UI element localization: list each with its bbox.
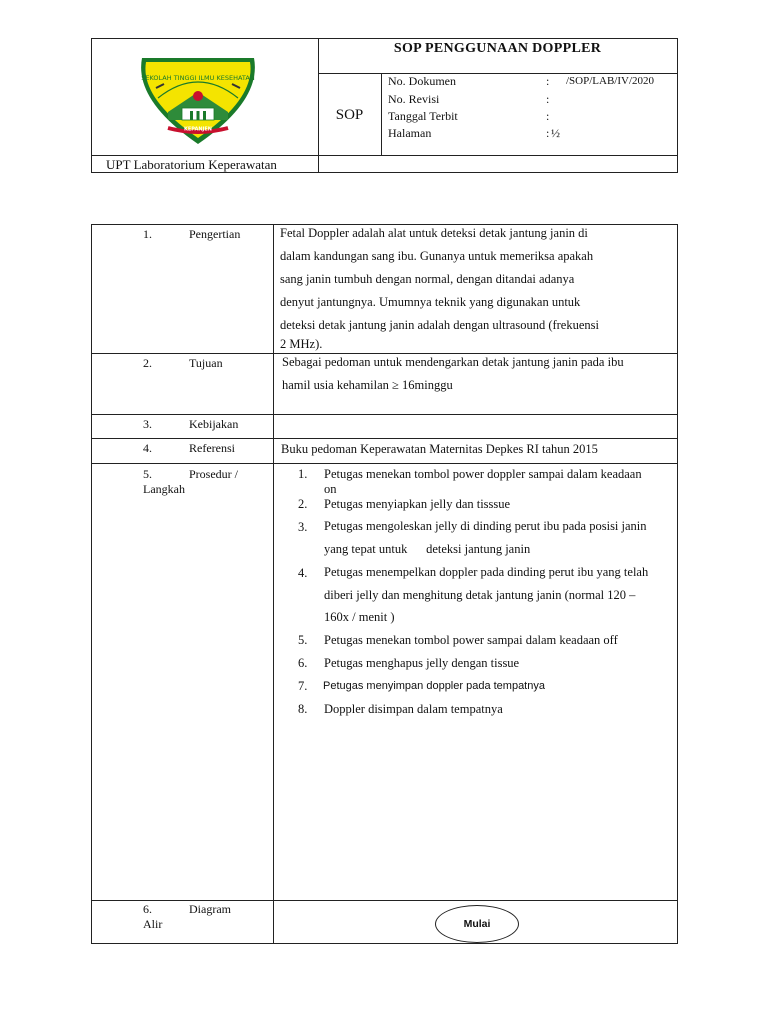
step-text: Petugas mengoleskan jelly di dinding perut ibu pada posisi janin: [324, 519, 647, 533]
step-text: diberi jelly dan menghitung detak jantung janin (normal 120 –: [324, 588, 636, 602]
section-label: Pengertian: [189, 227, 241, 241]
section-label-continued: Langkah: [143, 482, 185, 496]
pengertian-line: sang janin tumbuh dengan normal, dengan ditandai adanya: [280, 272, 575, 286]
logo-bottom-text: KEPANJEN: [183, 126, 213, 133]
step-text: Petugas menyiapkan jelly dan tisssue: [324, 497, 511, 511]
pengertian-line: Fetal Doppler adalah alat untuk deteksi detak jantung janin di: [280, 226, 588, 240]
step-number: 6.: [298, 656, 308, 670]
tujuan-line: Sebagai pedoman untuk mendengarkan detak jantung janin pada ibu: [282, 355, 624, 369]
section-number: 4.: [143, 441, 152, 455]
step-text: on: [324, 482, 337, 496]
step-text: Petugas menghapus jelly dengan tissue: [324, 656, 520, 670]
step-text: Petugas menekan tombol power doppler sampai dalam keadaan: [324, 467, 642, 481]
field-sep: :: [546, 126, 550, 140]
field-label: Halaman: [388, 126, 432, 140]
section-text: Buku pedoman Keperawatan Maternitas Depkes RI tahun 2015: [281, 442, 598, 456]
start-node-label: Mulai: [463, 918, 491, 930]
section-label: Referensi: [189, 441, 235, 455]
step-text: Petugas menempelkan doppler pada dinding perut ibu yang telah: [324, 565, 649, 579]
step-text: 160x / menit ): [324, 610, 395, 624]
field-label: No. Revisi: [388, 92, 440, 106]
pengertian-line: deteksi detak jantung janin adalah dengan ultrasound (frekuensi: [280, 318, 599, 332]
school-emblem-logo: [128, 48, 268, 148]
section-label: Kebijakan: [189, 417, 239, 431]
field-value: /SOP/LAB/IV/2020: [566, 75, 655, 87]
tujuan-line: hamil usia kehamilan ≥ 16minggu: [282, 378, 453, 392]
field-label: No. Dokumen: [388, 74, 456, 88]
step-number: 1.: [298, 467, 308, 481]
field-sep: :: [546, 74, 550, 88]
sop-label: SOP: [335, 107, 364, 123]
section-number: 2.: [143, 356, 152, 370]
step-number: 2.: [298, 497, 308, 511]
step-number: 8.: [298, 702, 308, 716]
field-sep: :: [546, 109, 550, 123]
section-number: 5.: [143, 467, 152, 481]
section-number: 3.: [143, 417, 152, 431]
pengertian-line: 2 MHz).: [280, 337, 323, 351]
step-number: 4.: [298, 566, 308, 580]
unit-name: UPT Laboratorium Keperawatan: [106, 157, 277, 172]
section-label-continued: Alir: [143, 917, 163, 931]
step-text: Petugas menyimpan doppler pada tempatnya: [323, 680, 545, 692]
section-label: Diagram: [189, 902, 231, 916]
step-text: yang tepat untuk deteksi jantung janin: [324, 542, 531, 556]
step-text: Petugas menekan tombol power sampai dalam keadaan off: [324, 633, 618, 647]
step-number: 7.: [298, 679, 308, 693]
step-number: 5.: [298, 633, 308, 647]
field-label: Tanggal Terbit: [388, 109, 458, 123]
pengertian-line: dalam kandungan sang ibu. Gunanya untuk memeriksa apakah: [280, 249, 594, 263]
document-title: SOP PENGGUNAAN DOPPLER: [393, 41, 602, 56]
section-label: Tujuan: [189, 356, 223, 370]
field-value: ½: [551, 126, 560, 140]
pengertian-line: denyut jantungnya. Umumnya teknik yang digunakan untuk: [280, 295, 581, 309]
step-number: 3.: [298, 520, 308, 534]
logo-arc-text: SEKOLAH TINGGI ILMU KESEHATAN: [141, 74, 255, 82]
step-text: Doppler disimpan dalam tempatnya: [324, 702, 503, 716]
section-number: 6.: [143, 902, 152, 916]
section-number: 1.: [143, 227, 152, 241]
section-label: Prosedur /: [189, 467, 238, 481]
field-sep: :: [546, 92, 550, 106]
flowchart-start-node: [435, 905, 519, 943]
